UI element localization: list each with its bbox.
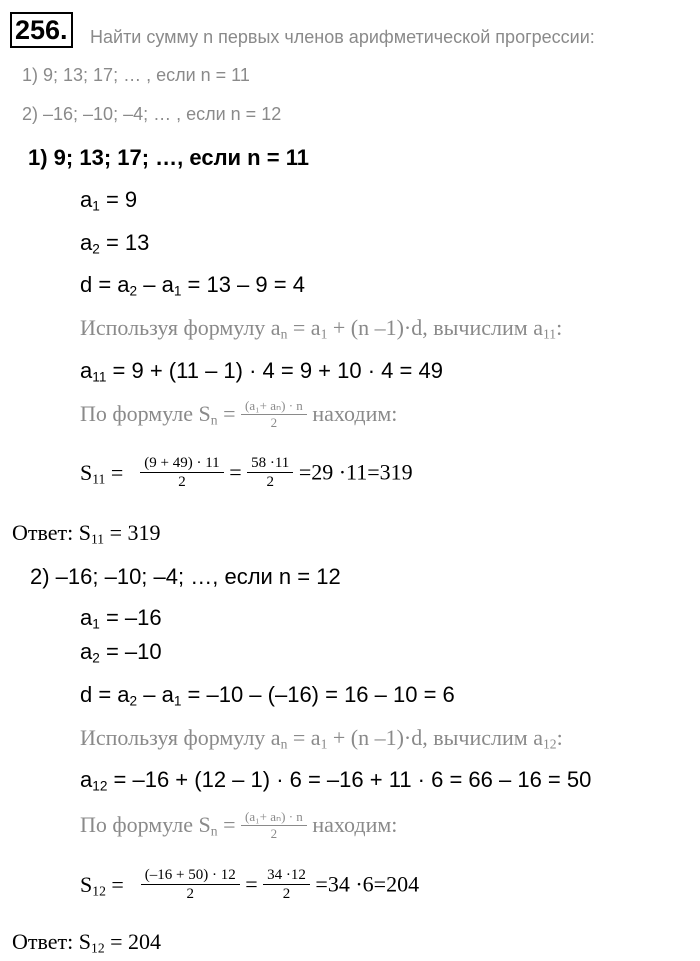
part2-header: 2) –16; –10; –4; …, если n = 12 — [30, 564, 341, 589]
part1-an-line: $a_{11} = 9 + (11 - 1) \cdot 4 = 9 + 10 \cdot 4 = 49$ — [80, 358, 443, 385]
problem-number: 256. — [10, 12, 73, 48]
part1-d-line: $d = a_2 - a_1 = 13 - 9 = 4$ — [80, 272, 305, 299]
problem-statement: Найти сумму n первых членов арифметической прогрессии: — [90, 27, 595, 47]
part1-fraction-1: $\frac{(9 + 49) \cdot 11}{2}$ — [140, 454, 223, 491]
sum-formula-fraction-2: $\frac{\text{(a₁+ aₙ) · n}}{2}$ — [241, 809, 307, 841]
problem-item-2: 2) –16; –10; –4; … , если n = 12 — [22, 104, 282, 124]
part2-sum-formula-line: По формуле $S_n$ = $\frac{\text{(a₁+ aₙ) · n}}{2}$ находим: — [80, 809, 398, 841]
sum-formula-fraction: $\frac{\text{(a₁+ aₙ) · n}}{2}$ — [241, 398, 307, 430]
part1-header: 1) 9; 13; 17; …, если n = 11 — [28, 145, 309, 170]
part1-a2-line: $a_2 = 13$ — [80, 230, 150, 257]
part2-sum-calc-line: $S_{12}$ = $\frac{(-16 + 50) \cdot 12}{2}$ = $\frac{34 \cdot 12}{2}$ =34 ·6=204 — [80, 867, 420, 902]
part2-a1-line: $a_1 = -16$ — [80, 605, 162, 632]
problem-item-1: 1) 9; 13; 17; … , если n = 11 — [22, 65, 250, 85]
part2-answer: Ответ: $S_{12} = 204$ — [12, 929, 162, 956]
part2-an-line: $a_{12} = -16 + (12 - 1) \cdot 6 = -16 + 11 \cdot 6 = 66 - 16 = 50$ — [80, 767, 592, 794]
part2-d-line: $d = a_2 - a_1 = -10 - (-16) = 16 - 10 = 6$ — [80, 682, 455, 709]
part1-formula-line: Используя формулу $a_n = a_1 + (n$ –1)·d, вычислим $a_{11}$: — [80, 315, 563, 342]
part1-fraction-2: $\frac{58 \cdot 11}{2}$ — [247, 454, 293, 491]
part2-formula-line: Используя формулу $a_n = a_1 + (n$ –1)·d, вычислим $a_{12}$: — [80, 725, 563, 752]
part2-fraction-1: $\frac{(-16 + 50) \cdot 12}{2}$ — [141, 866, 240, 903]
part2-fraction-2: $\frac{34 \cdot 12}{2}$ — [263, 866, 310, 903]
part1-a1-line: $a_1 = 9$ — [80, 187, 138, 214]
part1-sum-calc-line: $S_{11}$ = $\frac{(9 + 49) \cdot 11}{2}$ = $\frac{58 \cdot 11}{2}$ =29 ·11=319 — [80, 455, 413, 490]
part1-sum-formula-line: По формуле $S_n$ = $\frac{\text{(a₁+ aₙ) · n}}{2}$ находим: — [80, 398, 398, 430]
part1-answer: Ответ: $S_{11} = 319$ — [12, 520, 161, 547]
part2-a2-line: $a_2 = -10$ — [80, 639, 162, 666]
